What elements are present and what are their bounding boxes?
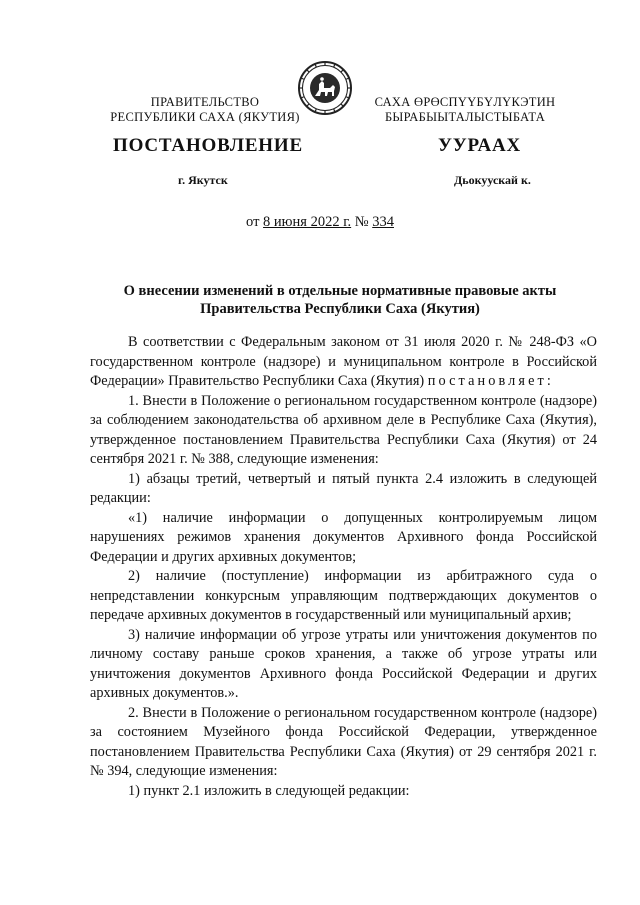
document-type-ru: ПОСТАНОВЛЕНИЕ — [113, 135, 303, 156]
document-title-line2: Правительства Республики Саха (Якутия) — [200, 301, 480, 317]
document-date-number — [0, 214, 640, 231]
header-left-line2: РЕСПУБЛИКИ САХА (ЯКУТИЯ) — [110, 110, 300, 124]
resolves-word: постановляет: — [427, 373, 554, 389]
paragraph-subitem-1-1: 1) абзацы третий, четвертый и пятый пункта 2.4 изложить в следующей редакции: — [90, 470, 597, 506]
header-left-block — [85, 95, 325, 125]
date-prefix: от — [246, 214, 264, 230]
header-left-line1: ПРАВИТЕЛЬСТВО — [150, 95, 260, 109]
paragraph-item-2: 2. Внести в Положение о региональном государственном контроле (надзоре) за состоянием Музейного фонда Российской Федерации, утвержденное постановлением Правительства Республики Саха (Якутия) от 29 сентября 2021 г. № 394, следующие изменения: — [90, 704, 597, 779]
city-sakha: Дьокуускай к. — [454, 173, 531, 187]
paragraph-preamble — [90, 333, 597, 392]
paragraph-quote-1: «1) наличие информации о допущенных контролируемым лицом нарушениях режимов хранения документов Архивного фонда Российской Федерации и других архивных документов; — [90, 509, 597, 565]
header-right-line1: САХА ӨРӨСПҮҮБҮЛҮКЭТИН — [374, 95, 556, 109]
preamble-text: В соответствии с Федеральным законом от 31 июля 2020 г. № 248-ФЗ «О государственном контроле (надзоре) и муниципальном контроле в Российской Федерации» Правительство Республики Саха (Якутия) — [90, 334, 597, 389]
document-body — [90, 333, 597, 801]
paragraph-quote-2: 2) наличие (поступление) информации из арбитражного суда о непредставлении конкурсным управляющим подтверждающих документов о передаче архивных документов в государственный или муниципальный архив; — [90, 568, 597, 623]
document-title — [90, 282, 590, 318]
document-number: 334 — [372, 214, 394, 230]
header-right-block — [340, 95, 590, 125]
header-right-line2: БЫРАБЫЫТАЛЫСТЫБАТА — [384, 110, 546, 124]
paragraph-subitem-2-1: 1) пункт 2.1 изложить в следующей редакции: — [128, 782, 410, 799]
document-type-sakha: УУРААХ — [438, 135, 522, 156]
document-date: 8 июня 2022 г. — [263, 214, 352, 230]
city-ru: г. Якутск — [178, 173, 228, 187]
number-sign: № — [351, 214, 373, 230]
document-title-line1: О внесении изменений в отдельные нормативные правовые акты — [123, 283, 557, 299]
paragraph-item-1: 1. Внести в Положение о региональном государственном контроле (надзоре) за соблюдением законодательства об архивном деле в Республике Саха (Якутия), утвержденное постановлением Правительства Республики Саха (Якутия) от 24 сентября 2021 г. № 388, следующие изменения: — [90, 392, 597, 467]
paragraph-quote-3: 3) наличие информации об угрозе утраты или уничтожения документов по личному составу раньше сроков хранения, а также об угрозе утраты или уничтожения документов Архивного фонда Российской Федерации и других архивных документов.». — [90, 626, 597, 701]
